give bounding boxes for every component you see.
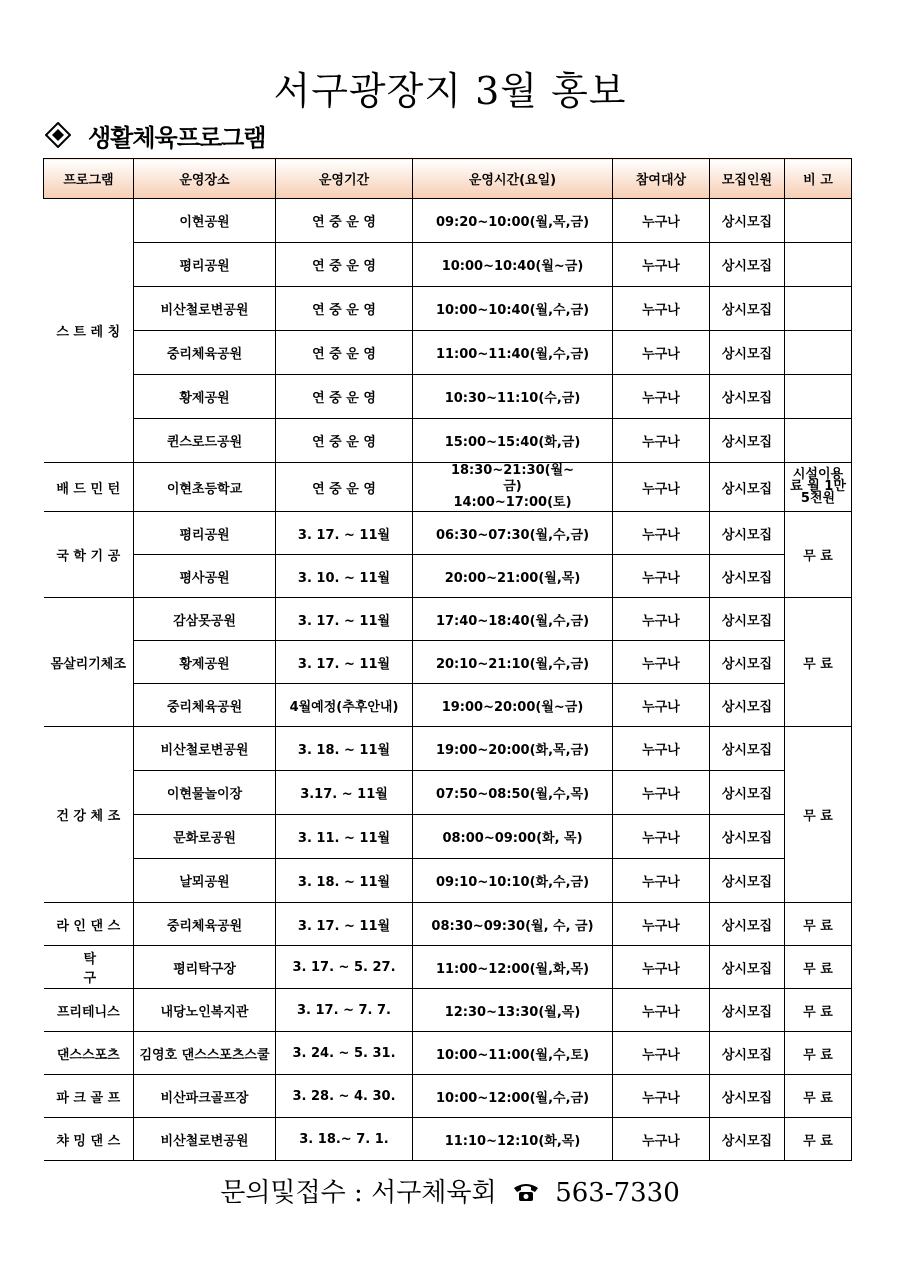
place-cell: 평리공원 (134, 512, 276, 555)
time-cell: 11:10~12:10(화,목) (413, 1118, 613, 1161)
period-cell: 3. 17. ~ 11월 (276, 903, 413, 946)
place-cell: 감삼못공원 (134, 598, 276, 641)
header-target: 참여대상 (613, 159, 710, 199)
recruit-cell: 상시모집 (710, 331, 785, 375)
table-row (44, 555, 852, 598)
note-cell: 시설이용료 월 1만5천원 (785, 463, 852, 512)
place-cell: 평사공원 (134, 555, 276, 598)
place-cell: 황제공원 (134, 641, 276, 684)
section-header (44, 118, 265, 152)
table-row (44, 815, 852, 859)
place-cell: 퀸스로드공원 (134, 419, 276, 463)
recruit-cell: 상시모집 (710, 243, 785, 287)
period-cell: 3. 24. ~ 5. 31. (276, 1032, 413, 1075)
note-cell (785, 243, 852, 287)
program-name-cell: 배 드 민 턴 (44, 463, 134, 512)
table-row (44, 375, 852, 419)
note-cell (785, 287, 852, 331)
place-cell: 김영호 댄스스포츠스쿨 (134, 1032, 276, 1075)
place-cell: 중리체육공원 (134, 331, 276, 375)
period-cell: 3. 18.~ 7. 1. (276, 1118, 413, 1161)
recruit-cell: 상시모집 (710, 512, 785, 555)
table-row (44, 512, 852, 555)
recruit-cell: 상시모집 (710, 903, 785, 946)
time-cell: 09:10~10:10(화,수,금) (413, 859, 613, 903)
recruit-cell: 상시모집 (710, 684, 785, 727)
period-cell: 3. 17. ~ 5. 27. (276, 946, 413, 989)
place-cell: 비산철로변공원 (134, 727, 276, 771)
recruit-cell: 상시모집 (710, 598, 785, 641)
recruit-cell: 상시모집 (710, 771, 785, 815)
table-row (44, 946, 852, 989)
recruit-cell: 상시모집 (710, 463, 785, 512)
contact-label: 문의및접수 : 서구체육회 (220, 1178, 497, 1208)
note-cell (785, 419, 852, 463)
recruit-cell: 상시모집 (710, 555, 785, 598)
period-cell: 연 중 운 영 (276, 243, 413, 287)
place-cell: 이현물놀이장 (134, 771, 276, 815)
time-cell: 09:20~10:00(월,목,금) (413, 199, 613, 243)
time-cell: 11:00~11:40(월,수,금) (413, 331, 613, 375)
period-cell: 연 중 운 영 (276, 331, 413, 375)
table-row (44, 331, 852, 375)
time-cell: 12:30~13:30(월,목) (413, 989, 613, 1032)
target-cell: 누구나 (613, 946, 710, 989)
target-cell: 누구나 (613, 1032, 710, 1075)
header-period: 운영기간 (276, 159, 413, 199)
target-cell: 누구나 (613, 419, 710, 463)
place-cell: 비산철로변공원 (134, 1118, 276, 1161)
target-cell: 누구나 (613, 684, 710, 727)
place-cell: 황제공원 (134, 375, 276, 419)
recruit-cell: 상시모집 (710, 199, 785, 243)
program-name-cell: 라 인 댄 스 (44, 903, 134, 946)
recruit-cell: 상시모집 (710, 287, 785, 331)
place-cell: 중리체육공원 (134, 903, 276, 946)
period-cell: 연 중 운 영 (276, 199, 413, 243)
header-note: 비 고 (785, 159, 852, 199)
place-cell: 평리탁구장 (134, 946, 276, 989)
target-cell: 누구나 (613, 512, 710, 555)
period-cell: 3. 28. ~ 4. 30. (276, 1075, 413, 1118)
target-cell: 누구나 (613, 243, 710, 287)
section-title: 생활체육프로그램 (88, 123, 266, 152)
place-cell: 이현공원 (134, 199, 276, 243)
recruit-cell: 상시모집 (710, 641, 785, 684)
program-name-cell: 건 강 체 조 (44, 727, 134, 903)
recruit-cell: 상시모집 (710, 815, 785, 859)
recruit-cell: 상시모집 (710, 727, 785, 771)
header-time: 운영시간(요일) (413, 159, 613, 199)
note-cell: 무 료 (785, 1032, 852, 1075)
time-cell: 07:50~08:50(월,수,목) (413, 771, 613, 815)
table-row (44, 989, 852, 1032)
note-cell: 무 료 (785, 903, 852, 946)
table-row (44, 859, 852, 903)
note-cell (785, 375, 852, 419)
time-cell: 19:00~20:00(월~금) (413, 684, 613, 727)
program-name-cell: 프리테니스 (44, 989, 134, 1032)
table-row (44, 641, 852, 684)
table-row (44, 1075, 852, 1118)
target-cell: 누구나 (613, 375, 710, 419)
recruit-cell: 상시모집 (710, 859, 785, 903)
period-cell: 3. 18. ~ 11월 (276, 727, 413, 771)
note-cell (785, 199, 852, 243)
note-cell: 무 료 (785, 1075, 852, 1118)
table-header-row (44, 159, 852, 199)
target-cell: 누구나 (613, 331, 710, 375)
table-row (44, 771, 852, 815)
period-cell: 3. 18. ~ 11월 (276, 859, 413, 903)
telephone-icon (513, 1179, 539, 1209)
target-cell: 누구나 (613, 815, 710, 859)
target-cell: 누구나 (613, 463, 710, 512)
place-cell: 중리체육공원 (134, 684, 276, 727)
recruit-cell: 상시모집 (710, 1075, 785, 1118)
table-row (44, 463, 852, 512)
period-cell: 3. 17. ~ 11월 (276, 512, 413, 555)
time-cell: 06:30~07:30(월,수,금) (413, 512, 613, 555)
place-cell: 문화로공원 (134, 815, 276, 859)
program-name-cell: 파 크 골 프 (44, 1075, 134, 1118)
period-cell: 연 중 운 영 (276, 419, 413, 463)
time-cell: 10:30~11:10(수,금) (413, 375, 613, 419)
table-row (44, 1118, 852, 1161)
target-cell: 누구나 (613, 199, 710, 243)
target-cell: 누구나 (613, 1075, 710, 1118)
time-cell: 18:30~21:30(월~금) 14:00~17:00(토) (413, 463, 613, 512)
time-cell: 10:00~12:00(월,수,금) (413, 1075, 613, 1118)
diamond-icon (44, 121, 72, 149)
table-row (44, 598, 852, 641)
table-row (44, 727, 852, 771)
place-cell: 이현초등학교 (134, 463, 276, 512)
period-cell: 3.17. ~ 11월 (276, 771, 413, 815)
place-cell: 평리공원 (134, 243, 276, 287)
target-cell: 누구나 (613, 598, 710, 641)
period-cell: 3. 17. ~ 11월 (276, 598, 413, 641)
note-cell: 무 료 (785, 946, 852, 989)
note-cell: 무 료 (785, 512, 852, 598)
note-cell: 무 료 (785, 598, 852, 727)
time-cell: 10:00~10:40(월,수,금) (413, 287, 613, 331)
program-name-cell: 탁 구 (44, 946, 134, 989)
program-name-cell: 댄스스포츠 (44, 1032, 134, 1075)
recruit-cell: 상시모집 (710, 989, 785, 1032)
program-table (43, 158, 852, 1161)
program-name-cell: 국 학 기 공 (44, 512, 134, 598)
target-cell: 누구나 (613, 555, 710, 598)
program-name-cell: 챠 밍 댄 스 (44, 1118, 134, 1161)
table-row (44, 199, 852, 243)
table-body (44, 199, 852, 1161)
time-cell: 08:30~09:30(월, 수, 금) (413, 903, 613, 946)
program-name-cell: 몸살리기체조 (44, 598, 134, 727)
contact-footer (0, 1172, 900, 1209)
time-cell: 11:00~12:00(월,화,목) (413, 946, 613, 989)
period-cell: 3. 11. ~ 11월 (276, 815, 413, 859)
period-cell: 연 중 운 영 (276, 375, 413, 419)
time-cell: 20:00~21:00(월,목) (413, 555, 613, 598)
table-row (44, 684, 852, 727)
time-cell: 15:00~15:40(화,금) (413, 419, 613, 463)
target-cell: 누구나 (613, 287, 710, 331)
target-cell: 누구나 (613, 1118, 710, 1161)
contact-phone: 563-7330 (555, 1178, 680, 1208)
note-cell: 무 료 (785, 727, 852, 903)
period-cell: 연 중 운 영 (276, 287, 413, 331)
place-cell: 내당노인복지관 (134, 989, 276, 1032)
target-cell: 누구나 (613, 989, 710, 1032)
time-cell: 10:00~11:00(월,수,토) (413, 1032, 613, 1075)
recruit-cell: 상시모집 (710, 946, 785, 989)
place-cell: 날뫼공원 (134, 859, 276, 903)
period-cell: 3. 17. ~ 11월 (276, 641, 413, 684)
recruit-cell: 상시모집 (710, 1032, 785, 1075)
table-row (44, 287, 852, 331)
place-cell: 비산철로변공원 (134, 287, 276, 331)
target-cell: 누구나 (613, 859, 710, 903)
recruit-cell: 상시모집 (710, 1118, 785, 1161)
recruit-cell: 상시모집 (710, 419, 785, 463)
note-cell: 무 료 (785, 1118, 852, 1161)
header-place: 운영장소 (134, 159, 276, 199)
place-cell: 비산파크골프장 (134, 1075, 276, 1118)
period-cell: 연 중 운 영 (276, 463, 413, 512)
period-cell: 3. 10. ~ 11월 (276, 555, 413, 598)
target-cell: 누구나 (613, 903, 710, 946)
table-row (44, 419, 852, 463)
time-cell: 20:10~21:10(월,수,금) (413, 641, 613, 684)
time-cell: 10:00~10:40(월~금) (413, 243, 613, 287)
period-cell: 4월예정(추후안내) (276, 684, 413, 727)
note-cell: 무 료 (785, 989, 852, 1032)
program-name-cell: 스 트 레 칭 (44, 199, 134, 463)
target-cell: 누구나 (613, 727, 710, 771)
header-program: 프로그램 (44, 159, 134, 199)
period-cell: 3. 17. ~ 7. 7. (276, 989, 413, 1032)
page-title: 서구광장지 3월 홍보 (273, 69, 627, 113)
header-recruit: 모집인원 (710, 159, 785, 199)
time-cell: 17:40~18:40(월,수,금) (413, 598, 613, 641)
time-cell: 08:00~09:00(화, 목) (413, 815, 613, 859)
target-cell: 누구나 (613, 641, 710, 684)
target-cell: 누구나 (613, 771, 710, 815)
table-row (44, 1032, 852, 1075)
table-row (44, 243, 852, 287)
recruit-cell: 상시모집 (710, 375, 785, 419)
table-row (44, 903, 852, 946)
note-cell (785, 331, 852, 375)
time-cell: 19:00~20:00(화,목,금) (413, 727, 613, 771)
